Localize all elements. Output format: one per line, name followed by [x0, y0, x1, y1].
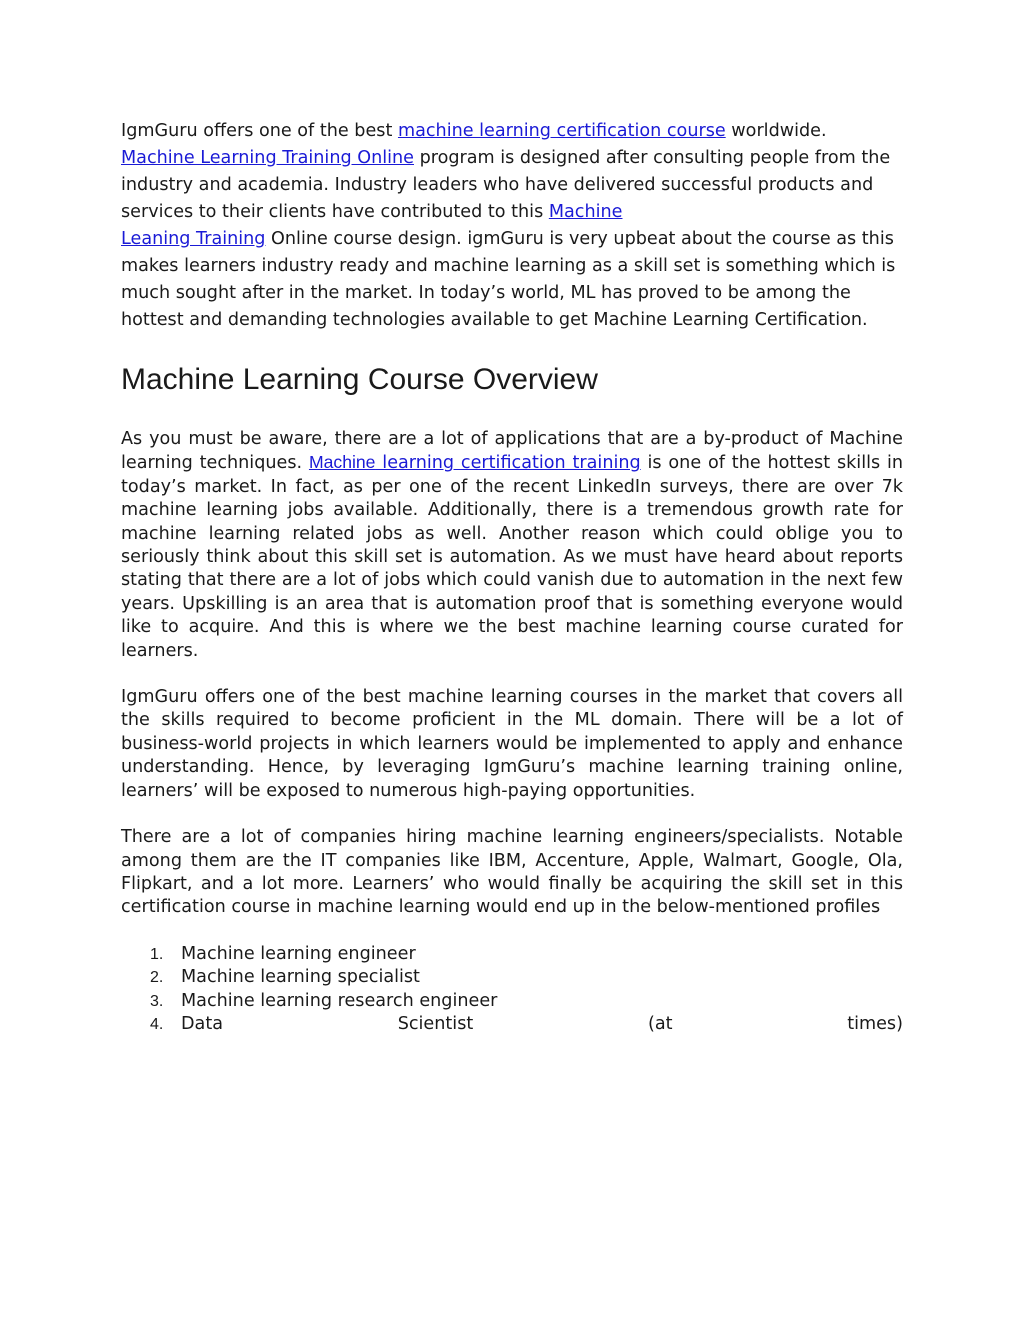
intro-text-2: worldwide. [725, 121, 827, 141]
intro-text-4: Online course design. igmGuru is very upbeat about the course as this makes learners industry ready and machine learning as a skill set is something which is much sought after in the market. In today’s world, ML has proved to be among the hottest and demanding technologies available to get Machine Learning Certification. [121, 229, 896, 330]
list-number: 1. [150, 945, 164, 963]
list-item-text: Machine learning research engineer [181, 990, 498, 1011]
overview-paragraph-1 [121, 428, 903, 663]
list-item [121, 943, 903, 966]
intro-text-1: IgmGuru offers one of the best [121, 121, 398, 141]
document-page [121, 118, 903, 1036]
word-times: times) [847, 1013, 903, 1034]
para1-text-1: As you must be aware, there are a lot of applications that are a by-product of Machine learning techniques. [121, 429, 903, 474]
list-number: 2. [150, 969, 164, 987]
list-number: 4. [150, 1015, 164, 1033]
word-data: Data [181, 1013, 224, 1034]
machine-leaning-training-link-part2[interactable]: Leaning Training [121, 229, 266, 249]
machine-learning-certification-training-link[interactable] [309, 453, 641, 473]
intro-text-3: program is designed after consulting people from the industry and academia. Industry leaders who have delivered successful products and services to their clients have contributed to this [121, 148, 891, 222]
link-rest: learning certification training [375, 453, 641, 474]
word-scientist: Scientist [397, 1013, 474, 1034]
list-item-text: Machine learning engineer [181, 943, 416, 964]
word-at: (at [647, 1013, 673, 1034]
machine-leaning-training-link-part1[interactable]: Machine [548, 202, 623, 222]
machine-learning-certification-course-link[interactable]: machine learning certification course [397, 121, 726, 141]
profiles-list [121, 943, 903, 1037]
list-item [121, 1013, 903, 1036]
section-heading: Machine Learning Course Overview [121, 363, 598, 396]
overview-paragraph-2: IgmGuru offers one of the best machine learning courses in the market that covers all the skills required to become proficient in the ML domain. There will be a lot of business-world projects in which learners would be implemented to apply and enhance understanding. Hence, by leveraging IgmGuru’s machine learning training online, learners’ will be exposed to numerous high-paying opportunities. [121, 687, 903, 801]
list-item-text: Machine learning specialist [181, 967, 420, 988]
list-number: 3. [150, 992, 164, 1010]
link-word-machine: Machine [308, 452, 376, 473]
intro-paragraph [121, 118, 903, 334]
list-item [121, 966, 903, 989]
list-item-text-justified [181, 1013, 903, 1036]
overview-paragraph-3: There are a lot of companies hiring machine learning engineers/specialists. Notable among them are the IT companies like IBM, Accenture, Apple, Walmart, Google, Ola, Flipkart, and a lot more. Learners’ who would finally be acquiring the skill set in this certification course in machine learning would end up in the below-mentioned profiles [121, 827, 903, 918]
list-item [121, 990, 903, 1013]
para1-text-2: is one of the hottest skills in today’s market. In fact, as per one of the recent LinkedIn surveys, there are over 7k machine learning jobs available. Additionally, there is a tremendous growth rate for machine learning related jobs as well. Another reason which could oblige you to seriously think about this skill set is automation. As we must have heard about reports stating that there are a lot of jobs which could vanish due to automation in the next few years. Upskilling is an area that is automation proof that is something everyone would like to acquire. And this is where we the best machine learning course curated for learners. [121, 453, 904, 661]
machine-learning-training-online-link[interactable]: Machine Learning Training Online [121, 148, 414, 168]
